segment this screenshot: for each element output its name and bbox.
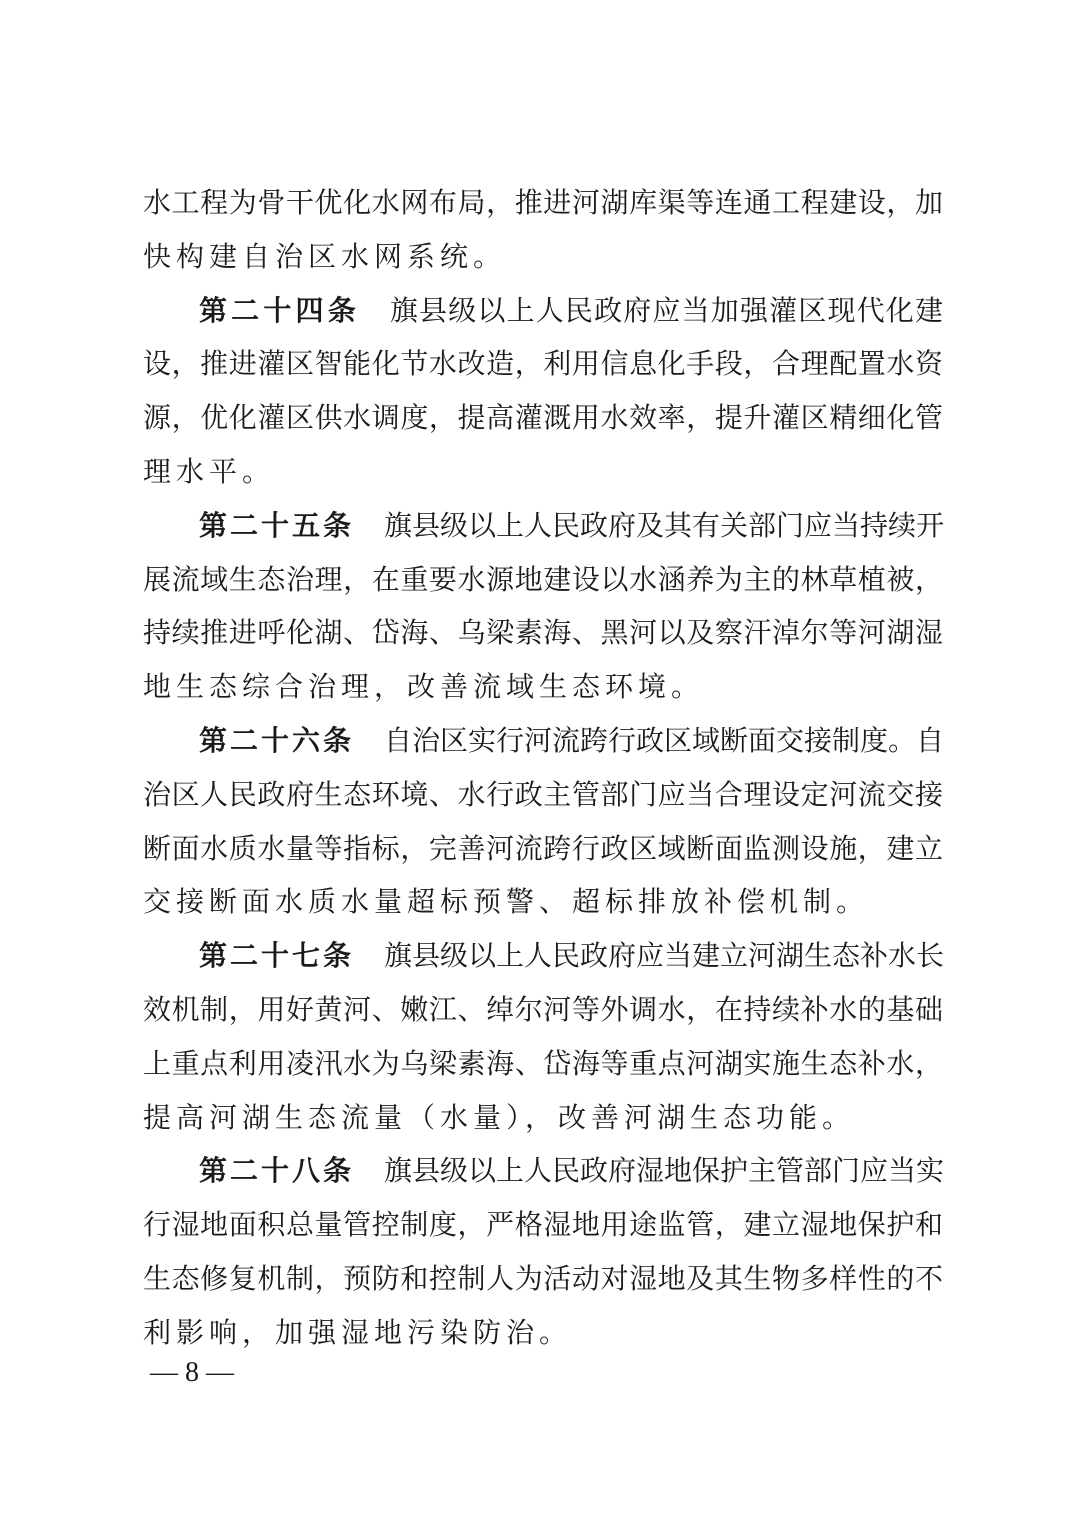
line-text: 水工程为骨干优化水网布局，推进河湖库渠等连通工程建设，加 [143, 186, 943, 219]
body-text [143, 176, 943, 1360]
text-line [143, 230, 943, 284]
article-28-label: 第二十八条 [199, 1154, 355, 1188]
line-text: 旗县级以上人民政府应当建立河湖生态补水长 [384, 939, 945, 973]
line-text: 持续推进呼伦湖、岱海、乌梁素海、黑河以及察汗淖尔等河湖湿 [143, 616, 943, 650]
article-28-first-line [143, 1144, 943, 1198]
text-line [143, 176, 943, 230]
article-24-first-line [143, 284, 943, 338]
text-line [143, 768, 943, 822]
line-text: 自治区实行河流跨行政区域断面交接制度。自 [384, 723, 945, 757]
line-text: 利影响，加强湿地污染防治。 [143, 1315, 573, 1349]
article-27-first-line [143, 929, 943, 983]
text-line [143, 983, 943, 1037]
text-line [143, 1037, 943, 1091]
line-text: 设，推进灌区智能化节水改造，利用信息化手段，合理配置水资 [143, 347, 943, 381]
line-text: 提高河湖生态流量（水量），改善河湖生态功能。 [143, 1100, 856, 1134]
line-text: 上重点利用凌汛水为乌梁素海、岱海等重点河湖实施生态补水， [143, 1046, 943, 1080]
line-text: 治区人民政府生态环境、水行政主管部门应当合理设定河流交接 [143, 777, 943, 811]
article-27-label: 第二十七条 [199, 939, 355, 973]
text-line [143, 606, 943, 660]
text-line [143, 391, 943, 445]
text-line [143, 1306, 943, 1360]
text-line [143, 875, 943, 929]
text-line [143, 445, 943, 499]
text-line [143, 660, 943, 714]
text-line [143, 1091, 943, 1145]
text-line [143, 337, 943, 391]
article-26-first-line [143, 714, 943, 768]
line-text: 旗县级以上人民政府及其有关部门应当持续开 [384, 508, 945, 542]
line-text: 快构建自治区水网系统。 [143, 239, 507, 273]
text-line [143, 553, 943, 607]
line-text: 交接断面水质水量超标预警、超标排放补偿机制。 [143, 885, 870, 919]
line-text: 源，优化灌区供水调度，提高灌溉用水效率，提升灌区精细化管 [143, 401, 943, 435]
line-text: 旗县级以上人民政府湿地保护主管部门应当实 [384, 1154, 945, 1188]
line-text: 断面水质水量等指标，完善河流跨行政区域断面监测设施，建立 [143, 831, 943, 865]
article-26-label: 第二十六条 [199, 723, 355, 757]
text-line [143, 822, 943, 876]
line-text: 展流域生态治理，在重要水源地建设以水涵养为主的林草植被， [143, 562, 943, 596]
line-text: 理水平。 [143, 454, 276, 488]
article-25-label: 第二十五条 [199, 508, 355, 542]
text-line [143, 1198, 943, 1252]
page-number: — 8 — [150, 1357, 234, 1388]
line-text: 旗县级以上人民政府应当加强灌区现代化建 [389, 293, 943, 327]
line-text: 生态修复机制，预防和控制人为活动对湿地及其生物多样性的不 [143, 1261, 943, 1295]
text-line [143, 1252, 943, 1306]
line-text: 效机制，用好黄河、嫩江、绰尔河等外调水，在持续补水的基础 [143, 992, 943, 1026]
article-25-first-line [143, 499, 943, 553]
line-text: 地生态综合治理，改善流域生态环境。 [143, 670, 705, 704]
line-text: 行湿地面积总量管控制度，严格湿地用途监管，建立湿地保护和 [143, 1208, 943, 1242]
article-24-label: 第二十四条 [199, 293, 360, 327]
